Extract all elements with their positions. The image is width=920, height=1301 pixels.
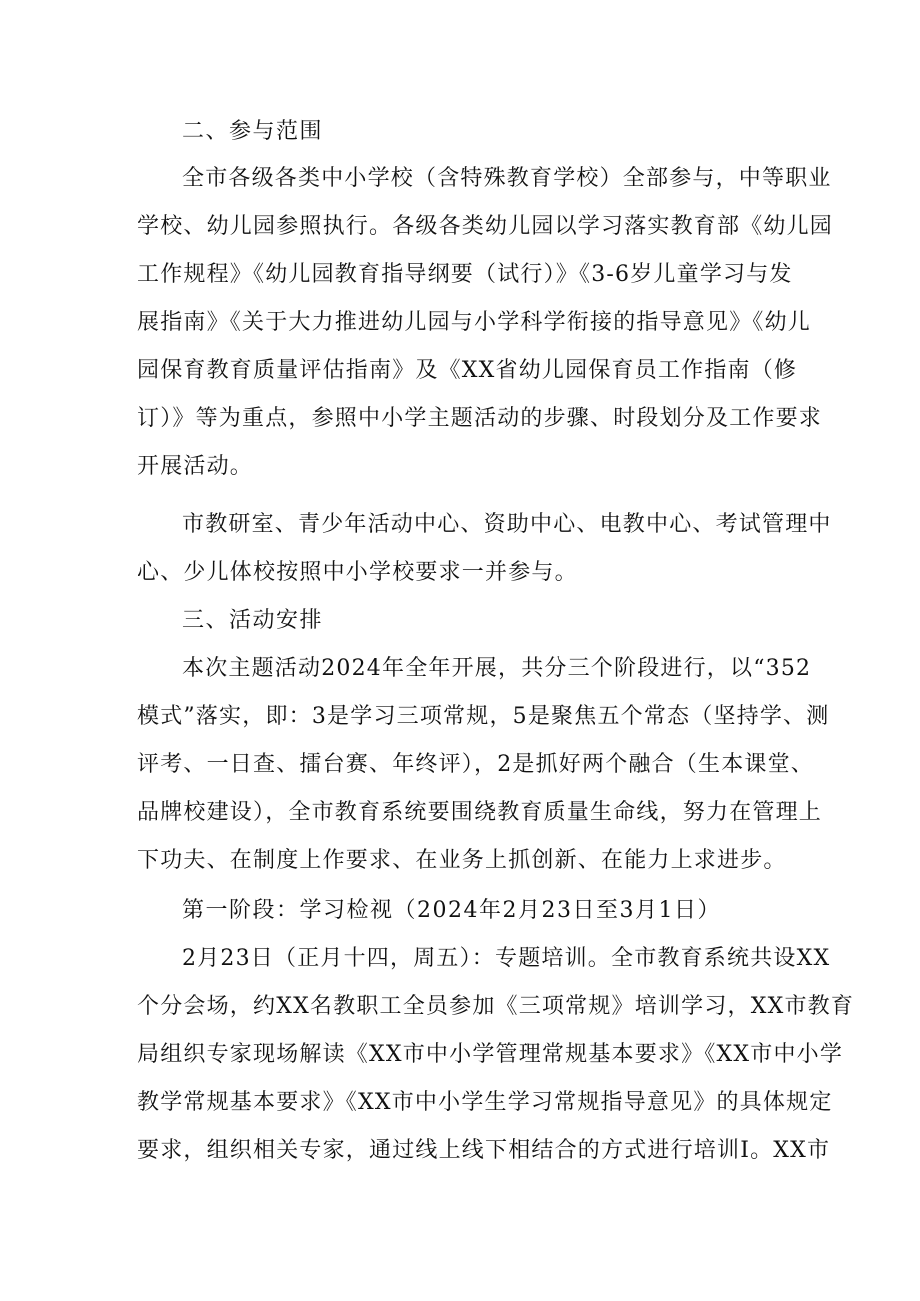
paragraph-line: 心、少儿体校按照中小学校要求一并参与。 — [137, 560, 578, 585]
paragraph-line: 本次主题活动2024年全年开展，共分三个阶段进行，以“352 — [182, 656, 812, 681]
paragraph-line: 市教研室、青少年活动中心、资助中心、电教中心、考试管理中 — [182, 512, 832, 537]
stage-1-heading: 第一阶段：学习检视（2024年2月23日至3月1日） — [182, 898, 721, 923]
paragraph-line: 全市各级各类中小学校（含特殊教育学校）全部参与，中等职业 — [182, 166, 832, 191]
section-2-heading: 二、参与范围 — [182, 119, 324, 144]
paragraph-line: 要求，组织相关专家，通过线上线下相结合的方式进行培训I。XX市 — [137, 1138, 831, 1163]
paragraph-line: 局组织专家现场解读《XX市中小学管理常规基本要求》《XX市中小学 — [137, 1042, 844, 1067]
paragraph-line: 下功夫、在制度上作要求、在业务上抓创新、在能力上求进步。 — [137, 848, 787, 873]
paragraph-line: 园保育教育质量评估指南》及《XX省幼儿园保育员工作指南（修 — [137, 358, 798, 383]
paragraph-line: 展指南》《关于大力推进幼儿园与小学科学衔接的指导意见》《幼儿 — [137, 310, 812, 335]
paragraph-line: 学校、幼儿园参照执行。各级各类幼儿园以学习落实教育部《幼儿园 — [137, 214, 834, 239]
paragraph-line: 开展活动。 — [137, 454, 254, 479]
paragraph-line: 模式”落实，即：3是学习三项常规，5是聚焦五个常态（坚持学、测 — [137, 704, 830, 729]
paragraph-line: 个分会场，约XX名教职工全员参加《三项常规》培训学习，XX市教育 — [137, 994, 855, 1019]
paragraph-line: 评考、一日查、擂台赛、年终评），2是抓好两个融合（生本课堂、 — [137, 752, 814, 777]
paragraph-line: 工作规程》《幼儿园教育指导纲要（试行）》《3-6岁儿童学习与发 — [137, 262, 793, 287]
section-3-heading: 三、活动安排 — [182, 608, 324, 633]
paragraph-line: 品牌校建设），全市教育系统要围绕教育质量生命线，努力在管理上 — [137, 800, 823, 825]
paragraph-line: 2月23日（正月十四，周五）：专题培训。全市教育系统共设XX — [182, 946, 831, 971]
paragraph-line: 订）》等为重点，参照中小学主题活动的步骤、时段划分及工作要求 — [137, 406, 823, 431]
paragraph-line: 教学常规基本要求》《XX市中小学生学习常规指导意见》的具体规定 — [137, 1090, 833, 1115]
